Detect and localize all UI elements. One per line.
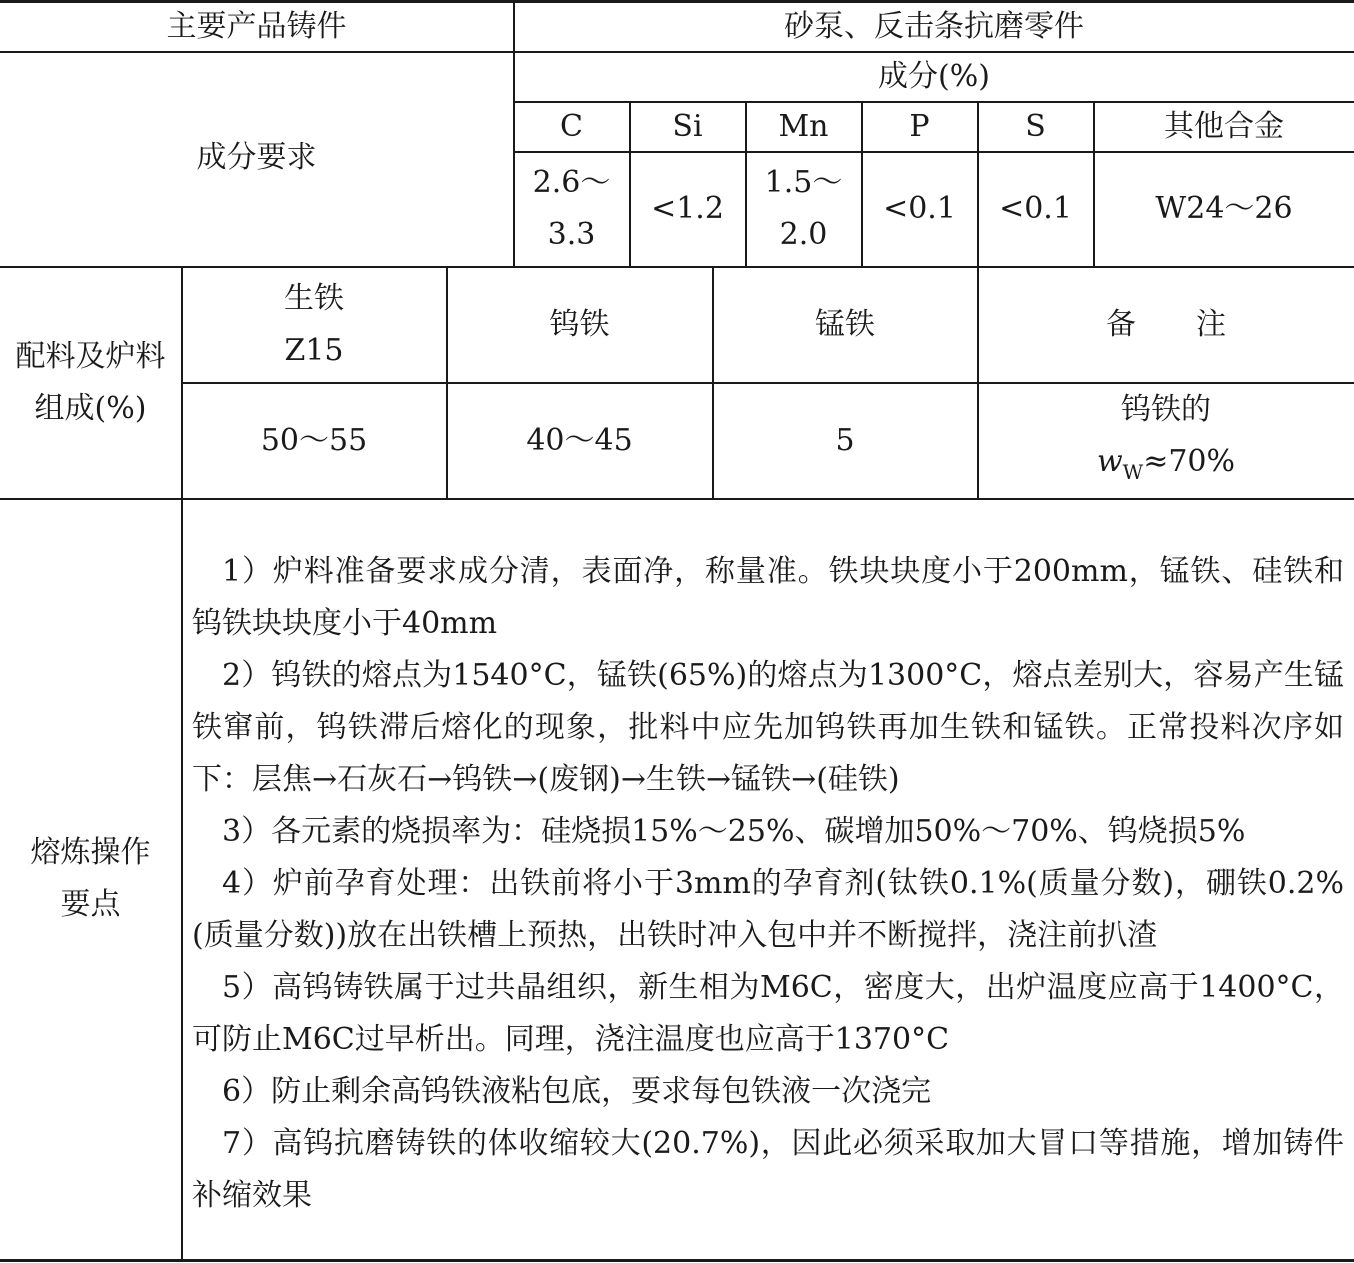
value-s: <0.1 <box>999 191 1072 226</box>
charge-value-remarks <box>978 383 1354 498</box>
element-mn: Mn <box>778 108 829 144</box>
charge-header-ferromanganese: 锰铁 <box>815 306 875 342</box>
product-label: 主要产品铸件 <box>166 8 347 44</box>
composition-header: 成分(%) <box>878 58 990 94</box>
operation-point-7: 7）高钨抗磨铸铁的体收缩较大(20.7%)，因此必须采取加大冒口等措施，增加铸件补缩效果 <box>192 1126 1344 1213</box>
operation-points <box>192 546 1344 1222</box>
element-p: P <box>909 108 930 144</box>
charge-label-line1: 配料及炉料 <box>15 338 166 374</box>
charge-label <box>0 267 181 498</box>
remark-line1: 钨铁的 <box>1121 391 1211 427</box>
element-other-alloy: 其他合金 <box>1164 108 1284 144</box>
value-c <box>514 152 629 266</box>
remark-value: ≈70% <box>1143 443 1236 479</box>
product-value: 砂泵、反击条抗磨零件 <box>784 8 1084 44</box>
charge-label-line2: 组成(%) <box>34 390 147 426</box>
value-c-line2: 3.3 <box>547 217 596 252</box>
value-mn-line2: 2.0 <box>779 217 828 252</box>
charge-header-pig-iron <box>182 267 446 382</box>
value-p: <0.1 <box>883 191 956 226</box>
operation-label <box>0 499 181 1259</box>
charge-value-ferrotungsten: 40～45 <box>526 422 633 458</box>
element-c: C <box>560 108 583 144</box>
operation-point-5: 5）高钨铸铁属于过共晶组织，新生相为M6C，密度大，出炉温度应高于1400°C，可防止M6C过早析出。同理，浇注温度也应高于1370°C <box>192 970 1344 1057</box>
operation-point-4: 4）炉前孕育处理：出铁前将小于3mm的孕育剂(钛铁0.1%(质量分数)，硼铁0.2%(质量分数))放在出铁槽上预热，出铁时冲入包中并不断搅拌，浇注前扒渣 <box>192 866 1344 953</box>
value-other-alloy: W24～26 <box>1155 191 1293 226</box>
remark-sub: W <box>1122 459 1144 484</box>
charge-header-remarks: 备 注 <box>1106 306 1226 342</box>
element-s: S <box>1025 108 1046 144</box>
operation-point-2: 2）钨铁的熔点为1540°C，锰铁(65%)的熔点为1300°C，熔点差别大，容易产生锰铁窜前，钨铁滞后熔化的现象，批料中应先加钨铁再加生铁和锰铁。正常投料次序如下：层焦→石灰石→钨铁→(废钢)→生铁→锰铁→(硅铁) <box>192 658 1344 797</box>
composition-label: 成分要求 <box>196 140 317 175</box>
rule <box>0 498 1354 500</box>
value-mn-line1: 1.5～ <box>764 165 843 200</box>
remark-var: w <box>1096 443 1123 479</box>
charge-value-ferromanganese: 5 <box>835 422 855 458</box>
pig-iron-label: 生铁 <box>284 280 344 316</box>
value-c-line1: 2.6～ <box>532 165 611 200</box>
table-bottom-rule <box>0 1259 1354 1262</box>
operation-label-line1: 熔炼操作 <box>30 835 151 870</box>
value-si: <1.2 <box>651 191 724 226</box>
operation-point-6: 6）防止剩余高钨铁液粘包底，要求每包铁液一次浇完 <box>222 1074 932 1109</box>
charge-header-ferrotungsten: 钨铁 <box>549 306 610 342</box>
remark-line2 <box>1097 436 1235 498</box>
operation-point-3: 3）各元素的烧损率为：硅烧损15%～25%、碳增加50%～70%、钨烧损5% <box>222 814 1246 849</box>
element-si: Si <box>672 108 703 144</box>
value-mn <box>746 152 861 266</box>
charge-value-pig-iron: 50～55 <box>260 422 368 458</box>
operation-point-1: 1）炉料准备要求成分清，表面净，称量准。铁块块度小于200mm，锰铁、硅铁和钨铁块块度小于40mm <box>192 554 1344 641</box>
operation-label-line2: 要点 <box>60 887 121 922</box>
pig-iron-grade: Z15 <box>284 332 344 368</box>
